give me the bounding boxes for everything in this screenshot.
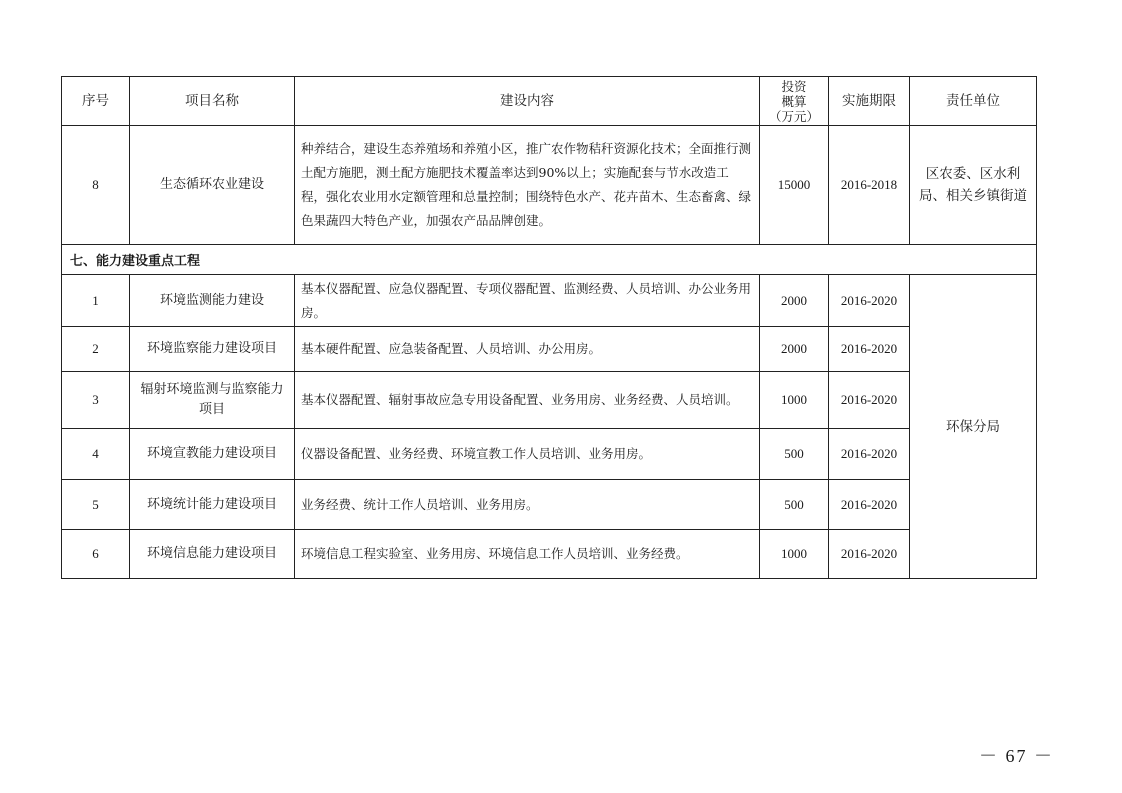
row-content: 基本硬件配置、应急装备配置、人员培训、办公用房。 [295,327,760,372]
table-row [62,429,1037,480]
row-index: 1 [62,275,130,327]
row-index: 8 [62,126,130,245]
row-index: 4 [62,429,130,480]
row-content: 仪器设备配置、业务经费、环境宣教工作人员培训、业务用房。 [295,429,760,480]
row-responsible: 区农委、区水利局、相关乡镇街道 [910,126,1037,245]
row-investment: 1000 [760,372,829,429]
row-period: 2016-2020 [829,480,910,530]
row-index: 2 [62,327,130,372]
row-name: 环境信息能力建设项目 [130,530,295,579]
row-name: 辐射环境监测与监察能力项目 [130,372,295,429]
row-name: 环境统计能力建设项目 [130,480,295,530]
row-index: 5 [62,480,130,530]
header-investment: 投资 概算 （万元） [760,77,829,126]
header-name: 项目名称 [130,77,295,126]
section-row [62,245,1037,275]
row-content: 基本仪器配置、辐射事故应急专用设备配置、业务用房、业务经费、人员培训。 [295,372,760,429]
table-row [62,480,1037,530]
page-number: － 67 － [979,746,1054,766]
header-content: 建设内容 [295,77,760,126]
row-period: 2016-2018 [829,126,910,245]
row-investment: 500 [760,429,829,480]
row-investment: 2000 [760,275,829,327]
row-content: 业务经费、统计工作人员培训、业务用房。 [295,480,760,530]
row-period: 2016-2020 [829,429,910,480]
header-index: 序号 [62,77,130,126]
row-investment: 15000 [760,126,829,245]
row-period: 2016-2020 [829,530,910,579]
table-row [62,372,1037,429]
table-row [62,327,1037,372]
table-row [62,530,1037,579]
row-name: 生态循环农业建设 [130,126,295,245]
row-period: 2016-2020 [829,275,910,327]
row-index: 6 [62,530,130,579]
row-investment: 1000 [760,530,829,579]
row-period: 2016-2020 [829,372,910,429]
row-content: 基本仪器配置、应急仪器配置、专项仪器配置、监测经费、人员培训、办公业务用房。 [295,275,760,327]
table-row [62,126,1037,245]
row-content: 种养结合，建设生态养殖场和养殖小区，推广农作物秸秆资源化技术；全面推行测土配方施肥，测土配方施肥技术覆盖率达到90%以上；实施配套与节水改造工程，强化农业用水定额管理和总量控制；围绕特色水产、花卉苗木、生态畜禽、绿色果蔬四大特色产业，加强农产品品牌创建。 [295,126,760,245]
row-investment: 2000 [760,327,829,372]
row-name: 环境监测能力建设 [130,275,295,327]
header-period: 实施期限 [829,77,910,126]
project-table [61,76,1037,579]
row-period: 2016-2020 [829,327,910,372]
header-responsible: 责任单位 [910,77,1037,126]
table-row [62,275,1037,327]
section-title: 七、能力建设重点工程 [62,245,1037,275]
row-name: 环境监察能力建设项目 [130,327,295,372]
section-responsible: 环保分局 [910,275,1037,579]
row-name: 环境宣教能力建设项目 [130,429,295,480]
row-index: 3 [62,372,130,429]
table-header-row [62,77,1037,126]
row-content: 环境信息工程实验室、业务用房、环境信息工作人员培训、业务经费。 [295,530,760,579]
row-investment: 500 [760,480,829,530]
